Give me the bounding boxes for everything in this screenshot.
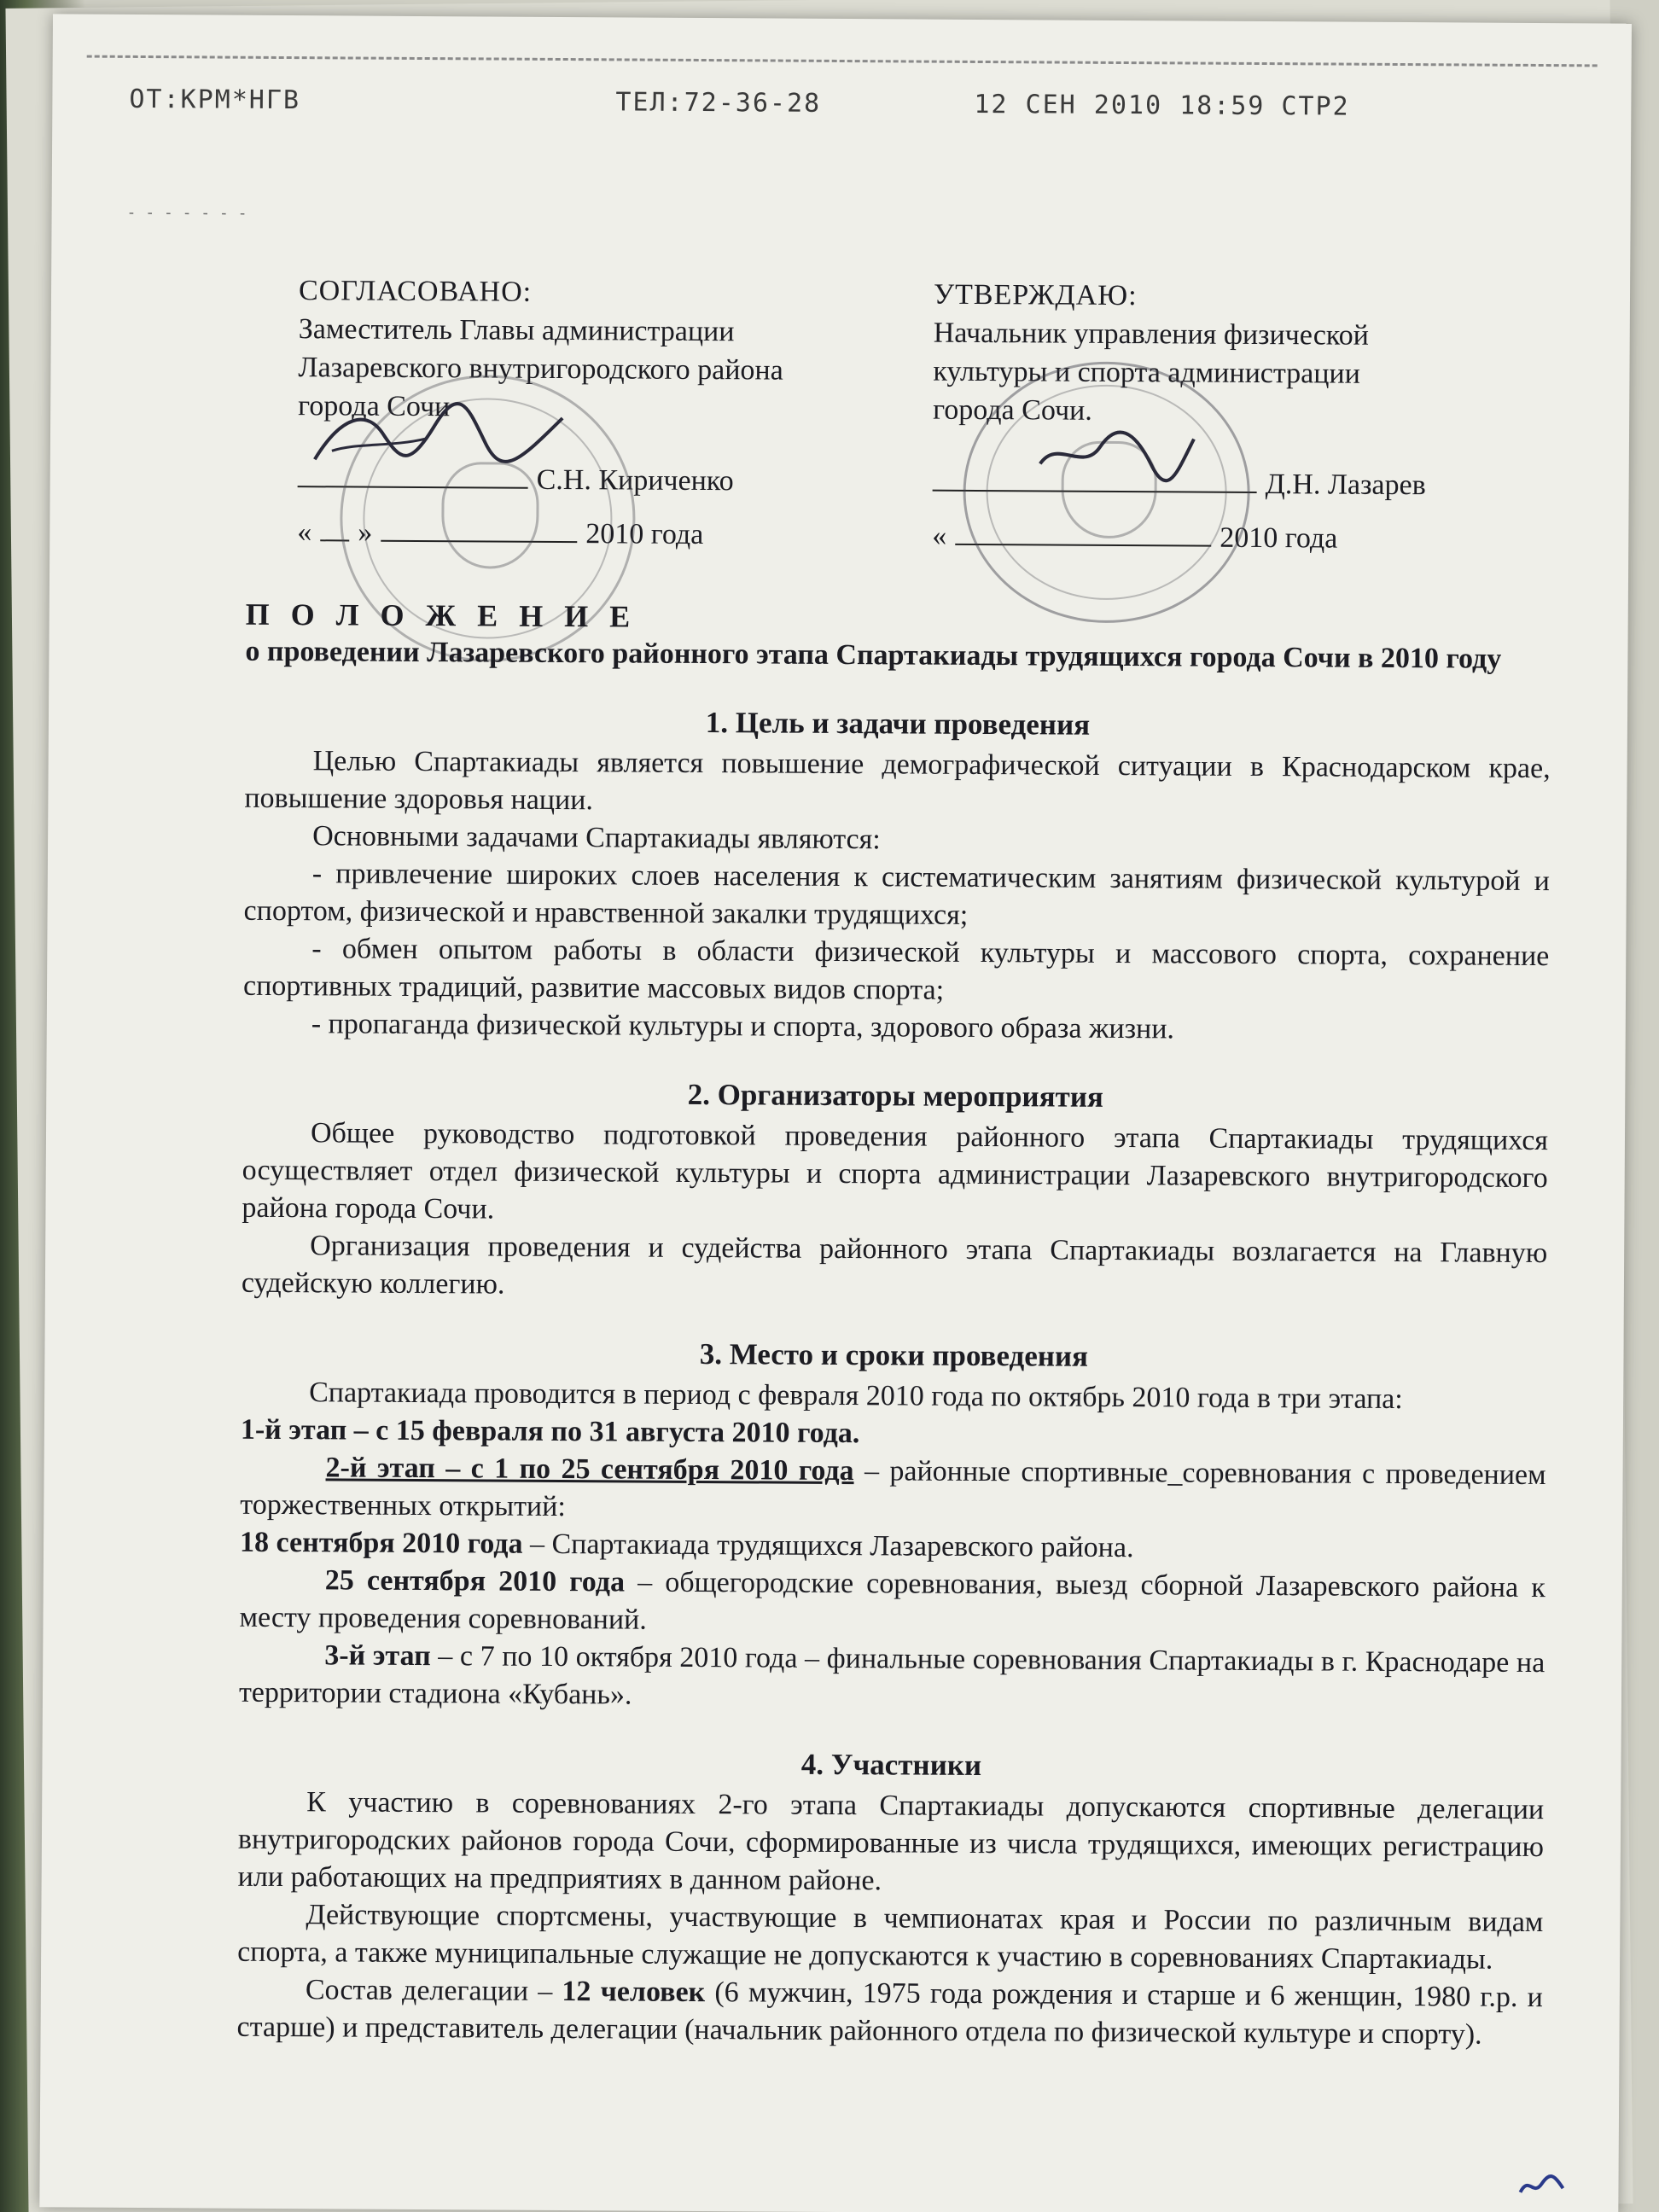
section-1-heading: 1. Цель и задачи проведения: [705, 706, 1091, 742]
delegation-end: (6 мужчин, 1975 года рождения и старше и 6 женщин, 1980 г.р. и старше) и представитель делегации (начальник районного отдела по физической культуре и спорту).: [236, 1976, 1543, 2051]
fax-tel: ТЕЛ:72-36-28: [615, 87, 822, 119]
agreed-position-3: города Сочи: [298, 390, 451, 423]
approve-heading: УТВЕРЖДАЮ:: [933, 278, 1138, 312]
document-page: [39, 14, 1632, 2212]
paragraph: Целью Спартакиады является повышение демографической ситуации в Краснодарском крае, повышение здоровья нации.: [244, 745, 1551, 817]
fax-page: СТР2: [1281, 91, 1350, 122]
delegation-size: 12 человек: [562, 1976, 706, 2009]
event-date-1-text: – Спартакиада трудящихся Лазаревского района.: [522, 1528, 1134, 1564]
paragraph: [236, 1971, 1543, 2054]
paragraph: Организация проведения и судейства районного этапа Спартакиады возлагается на Главную судейскую коллегию.: [241, 1230, 1548, 1301]
stage-2-text: – районные спортивные_соревнования с проведением торжественных открытий:: [240, 1455, 1546, 1523]
event-date-1-bold: 18 сентября 2010 года: [239, 1526, 523, 1560]
stage-1: 1-й этап – с 15 февраля по 31 августа 2010 года.: [240, 1413, 860, 1450]
event-date-2-text: – общегородские соревнования, выезд сборной Лазаревского района к месту проведения соревнований.: [239, 1566, 1545, 1636]
stage-3-bold: 3-й этап: [324, 1639, 431, 1673]
list-item: - привлечение широких слоев населения к систематическим занятиям физической культурой и спортом, физической и нравственной закалки трудящихся;: [243, 858, 1550, 931]
official-stamp: [963, 361, 1251, 624]
agreed-signatory: С.Н. Кириченко: [536, 463, 734, 498]
paragraph: Действующие спортсмены, участвующие в чемпионатах края и России по различным видам спорта, а также муниципальные служащие не допускаются к участию в соревнованиях Спартакиады.: [237, 1899, 1544, 1976]
approve-position-1: Начальник управления физической: [933, 317, 1369, 352]
handwritten-signature: [1032, 421, 1202, 490]
stage-3: [239, 1637, 1545, 1720]
agreed-position-2: Лазаревского внутригородского района: [298, 352, 783, 387]
agreed-heading: СОГЛАСОВАНО:: [298, 275, 533, 308]
list-item: - обмен опытом работы в области физической культуры и массового спорта, сохранение спортивных традиций, развитие массовых видов спорта;: [242, 933, 1550, 1006]
fax-perforation: [87, 55, 1598, 67]
stage-2: [240, 1449, 1546, 1532]
handwritten-signature: [306, 399, 572, 478]
approve-signatory: Д.Н. Лазарев: [1265, 469, 1426, 502]
ink-initial-mark: [1516, 2167, 1567, 2201]
stage-3-text: – с 7 по 10 октября 2010 года – финальные соревнования Спартакиады в г. Краснодаре на территории стадиона «Кубань».: [238, 1640, 1545, 1711]
document-subtitle: о проведении Лазаревского районного этапа Спартакиады трудящихся города Сочи в 2010 году: [245, 635, 1502, 675]
list-item: - пропаганда физической культуры и спорта, здорового образа жизни.: [311, 1008, 1175, 1045]
paragraph: К участию в соревнованиях 2-го этапа Спартакиады допускаются спортивные делегации внутригородских районов города Сочи, сформированные из числа трудящихся, имеющих регистрацию или работающих на предприятиях в данном районе.: [237, 1786, 1545, 1897]
section-3-heading: 3. Место и сроки проведения: [699, 1337, 1089, 1373]
paragraph: Общее руководство подготовкой проведения районного этапа Спартакиады трудящихся осуществляет отдел физической культуры и спорта администрации Лазаревского внутригородского района города Сочи.: [242, 1117, 1549, 1225]
agreed-position-1: Заместитель Главы администрации: [298, 313, 735, 348]
document-body: [236, 596, 1551, 2054]
stage-2-label: 2-й этап – с 1 по 25 сентября 2010 года: [325, 1452, 854, 1487]
approve-position-2: культуры и спорта администрации: [933, 355, 1360, 390]
document-title: П О Л О Ж Е Н И Е: [245, 597, 637, 634]
section-2-heading: 2. Организаторы мероприятия: [687, 1077, 1104, 1114]
event-date-2: [239, 1562, 1545, 1644]
approve-position-3: города Сочи.: [933, 393, 1092, 427]
stamp-emblem-icon: [441, 462, 540, 568]
section-4-heading: 4. Участники: [800, 1747, 982, 1783]
approve-quote-open: «: [932, 520, 947, 552]
paragraph: Основными задачами Спартакиады являются:: [312, 820, 881, 856]
delegation-start: Состав делегации –: [305, 1974, 562, 2008]
fax-date: 12 СЕН 2010 18:59: [974, 89, 1266, 122]
fax-tick-marks: - - - - - - -: [126, 203, 247, 223]
event-date-2-bold: 25 сентября 2010 года: [324, 1564, 626, 1598]
fax-from: ОТ:КРМ*НГВ: [129, 84, 301, 116]
agreed-quote-open: «: [297, 516, 312, 549]
paragraph: Спартакиада проводится в период с февраля 2010 года по октябрь 2010 года в три этапа:: [309, 1377, 1403, 1416]
agreed-year: 2010 года: [585, 518, 704, 551]
agreed-quote-close: »: [358, 516, 373, 549]
approve-year: 2010 года: [1220, 521, 1338, 555]
